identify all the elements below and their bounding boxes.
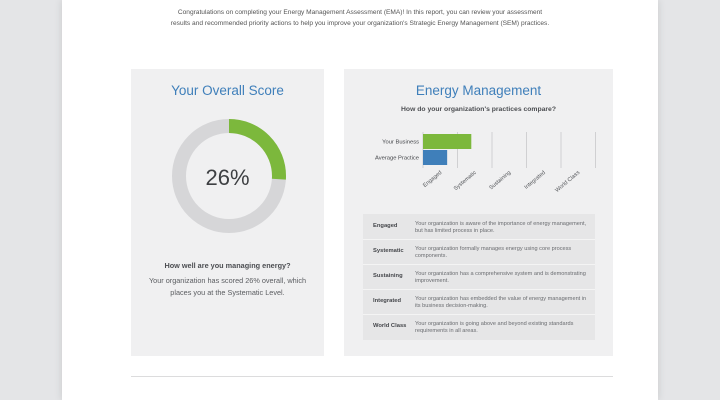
level-description: Your organization has a comprehensive system and is demonstrating improvement.: [415, 271, 586, 285]
level-row-integrated: [363, 289, 595, 315]
overall-score-title: Your Overall Score: [171, 83, 284, 98]
practice-comparison-chart: [344, 69, 613, 209]
comparison-bar: [423, 134, 471, 149]
level-row-sustaining: [363, 264, 595, 290]
level-description: Your organization is going above and beyond existing standards requirements in all areas.: [415, 321, 574, 335]
level-row-systematic: [363, 239, 595, 265]
score-percentage: 26%: [205, 165, 250, 190]
level-axis-label: Engaged: [422, 169, 444, 189]
bottom-divider: [131, 376, 613, 377]
score-summary: Your organization has scored 26% overall, which places you at the Systematic Level.: [148, 276, 307, 297]
bar-category-label: Your Business: [382, 139, 419, 146]
level-description: Your organization has embedded the value of energy management in its business decision-making.: [415, 296, 587, 310]
comparison-bar: [423, 150, 447, 165]
level-row-engaged: [363, 214, 595, 240]
energy-management-title: Energy Management: [415, 83, 542, 98]
energy-management-card: [344, 69, 613, 356]
level-row-world-class: [363, 314, 595, 339]
level-axis-label: World Class: [554, 169, 582, 194]
level-description: Your organization is aware of the importance of energy management, but has limited process in place.: [415, 221, 587, 235]
level-name: Engaged: [373, 223, 398, 229]
bar-category-label: Average Practice: [374, 155, 419, 162]
level-axis-label: Systematic: [452, 169, 478, 193]
energy-management-subtitle: How do your organization's practices compare?: [401, 106, 556, 113]
overall-score-card: [131, 69, 324, 356]
level-description: Your organization formally manages energy using core process components.: [415, 246, 572, 260]
level-axis-label: Integrated: [523, 169, 547, 191]
score-question: How well are you managing energy?: [164, 261, 291, 270]
intro-paragraph: Congratulations on completing your Energy Management Assessment (EMA)! In this report, you can review your assessment results and recommended priority actions to help you improve your organization's Strategic Energy Management (SEM) practices.: [170, 9, 550, 27]
level-name: Integrated: [373, 298, 402, 304]
levels-table: [363, 214, 595, 340]
level-axis-label: Sustaining: [488, 169, 513, 192]
level-name: Sustaining: [373, 273, 403, 279]
level-name: World Class: [373, 323, 407, 329]
level-name: Systematic: [373, 248, 404, 254]
